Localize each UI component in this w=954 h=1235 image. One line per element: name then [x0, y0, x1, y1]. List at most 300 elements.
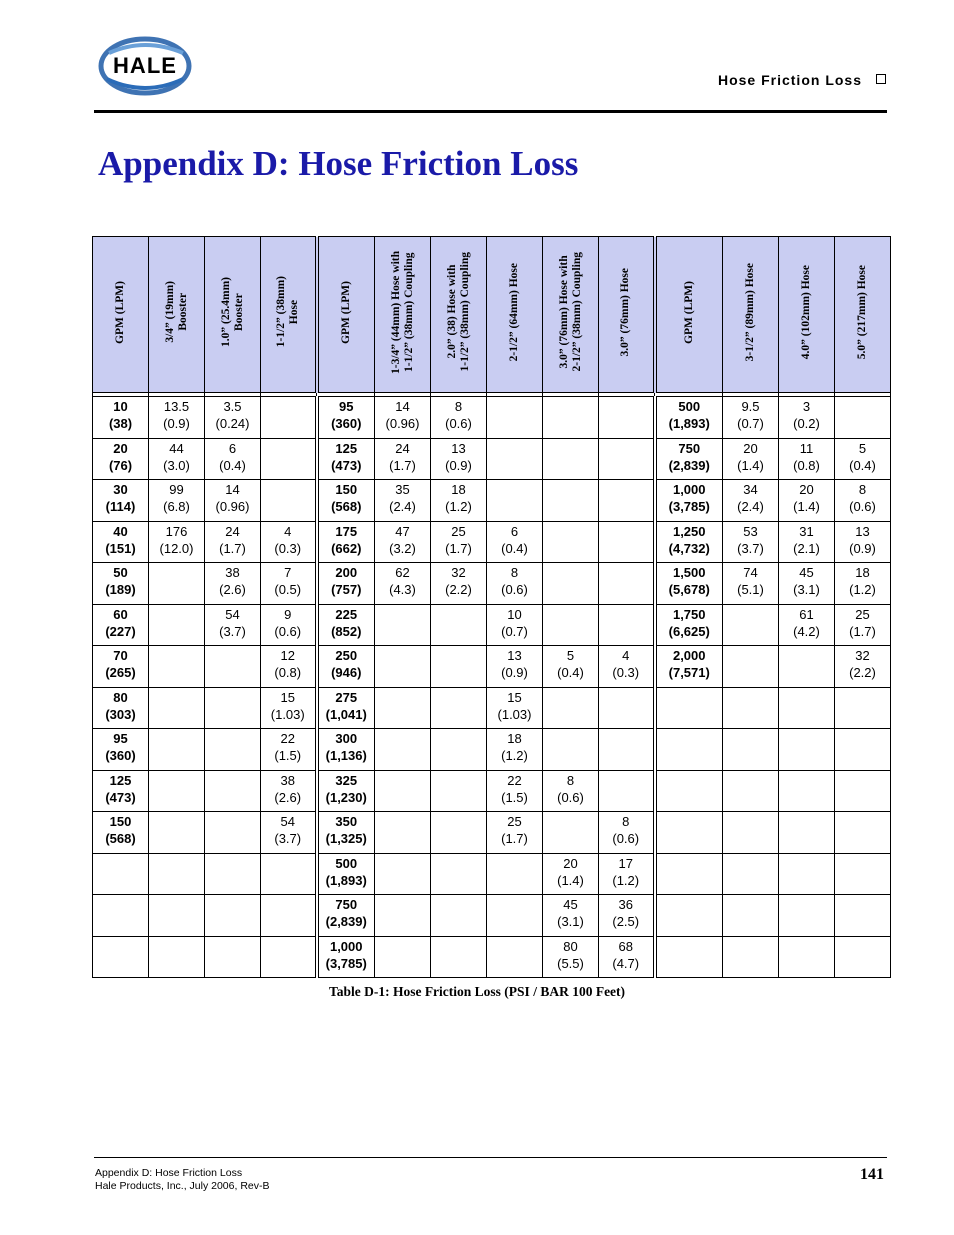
table-cell [431, 812, 487, 854]
table-cell [317, 936, 375, 978]
table-cell [431, 438, 487, 480]
cell-value: 275 [335, 689, 358, 705]
cell-value: 13.5 [163, 399, 190, 414]
cell-metric-value: (2.4) [737, 499, 764, 514]
cell-metric-value: (1.4) [557, 872, 584, 888]
cell-metric-value: (1,325) [325, 831, 367, 846]
cell-value: 95 [113, 731, 128, 746]
cell-value: 20 [743, 440, 758, 456]
table-cell [261, 812, 317, 854]
cell-value: 34 [743, 482, 758, 497]
cell-metric-value: (1,893) [325, 872, 367, 888]
column-header-line: GPM (LPM) [114, 280, 126, 344]
table-cell [543, 438, 599, 480]
column-header [655, 237, 723, 393]
table-caption: Table D-1: Hose Friction Loss (PSI / BAR 100 Feet) [328, 984, 626, 999]
cell-value: 3.5 [223, 399, 242, 414]
table-cell [599, 604, 655, 646]
table-cell [487, 521, 543, 563]
cell-value: 175 [335, 523, 358, 539]
table-cell [149, 895, 205, 937]
table-row [93, 687, 891, 729]
column-header-line: 1-1/2” (38mm) [274, 276, 287, 348]
table-cell [543, 812, 599, 854]
table-cell [543, 646, 599, 688]
table-cell [599, 397, 655, 439]
table-cell [723, 563, 779, 605]
column-header-label [340, 281, 353, 344]
table-row [93, 480, 891, 522]
table-cell [431, 521, 487, 563]
cell-metric-value: (0.5) [274, 582, 302, 597]
logo-text: HALE [113, 53, 177, 78]
table-cell [431, 687, 487, 729]
cell-metric-value: (189) [105, 582, 136, 597]
table-cell [317, 438, 375, 480]
table-cell [655, 646, 723, 688]
table-cell [317, 895, 375, 937]
cell-value: 54 [280, 814, 295, 829]
table-cell [835, 687, 891, 729]
table-cell [431, 936, 487, 978]
table-cell [599, 812, 655, 854]
cell-value: 3 [802, 399, 811, 414]
table-cell [431, 480, 487, 522]
cell-value: 24 [395, 440, 410, 456]
table-cell [723, 480, 779, 522]
table-cell [375, 397, 431, 439]
table-cell [835, 521, 891, 563]
cell-metric-value: (5.1) [737, 582, 764, 597]
table-cell [487, 770, 543, 812]
table-cell [599, 438, 655, 480]
cell-metric-value: (360) [331, 416, 362, 431]
table-cell [149, 812, 205, 854]
page-number: 141 [860, 1166, 884, 1183]
table-cell [599, 895, 655, 937]
cell-value: 176 [165, 523, 188, 539]
column-header-label [558, 252, 584, 371]
cell-value: 38 [280, 772, 295, 788]
column-header-line: Booster [232, 293, 245, 331]
cell-metric-value: (2.2) [445, 582, 472, 597]
cell-value: 18 [451, 482, 466, 497]
table-cell [599, 853, 655, 895]
cell-metric-value: (0.4) [219, 457, 246, 473]
cell-value: 74 [743, 565, 758, 580]
table-row [93, 604, 891, 646]
cell-metric-value: (5.5) [557, 955, 584, 971]
table-cell [543, 521, 599, 563]
cell-metric-value: (2.4) [389, 499, 416, 514]
table-cell [543, 853, 599, 895]
table-cell [375, 480, 431, 522]
table-cell [375, 936, 431, 978]
table-cell [543, 604, 599, 646]
column-header-label [744, 263, 757, 361]
header-title: Hose Friction Loss [718, 72, 886, 88]
cell-value: 80 [563, 938, 578, 954]
table-cell [205, 521, 261, 563]
cell-value: 5 [566, 648, 575, 663]
cell-metric-value: (1.5) [501, 789, 528, 805]
cell-value: 22 [507, 772, 522, 788]
column-header-label [114, 281, 127, 344]
column-header [93, 237, 149, 393]
cell-metric-value: (1.03) [270, 706, 305, 722]
cell-metric-value: (3.7) [219, 623, 246, 639]
table-cell [149, 604, 205, 646]
cell-value: 40 [113, 523, 128, 539]
cell-metric-value: (0.6) [849, 499, 876, 514]
table-cell [375, 853, 431, 895]
cell-value: 31 [799, 523, 814, 539]
table-cell [375, 895, 431, 937]
table-cell [779, 687, 835, 729]
column-header [835, 237, 891, 393]
table-cell [723, 812, 779, 854]
column-header [261, 237, 317, 393]
table-cell [149, 438, 205, 480]
table-row [93, 646, 891, 688]
table-cell [543, 895, 599, 937]
cell-metric-value: (0.2) [793, 416, 820, 431]
cell-metric-value: (1.2) [849, 582, 876, 597]
table-cell [261, 895, 317, 937]
cell-value: 13 [507, 648, 522, 663]
table-cell [261, 729, 317, 771]
table-cell [723, 729, 779, 771]
cell-metric-value: (757) [331, 582, 362, 597]
cell-metric-value: (4.7) [612, 955, 640, 971]
table-cell [599, 646, 655, 688]
cell-value: 17 [618, 855, 633, 871]
table-cell [599, 563, 655, 605]
column-header-label [856, 265, 869, 359]
cell-metric-value: (0.9) [163, 416, 190, 431]
table-cell [375, 812, 431, 854]
column-header-line: 3-1/2” (89mm) Hose [744, 262, 756, 362]
cell-value: 10 [507, 606, 522, 622]
table-cell [375, 687, 431, 729]
cell-metric-value: (0.6) [445, 416, 472, 431]
table-cell [655, 895, 723, 937]
table-cell [93, 936, 149, 978]
cell-metric-value: (2,839) [325, 914, 367, 929]
cell-metric-value: (1.03) [497, 706, 532, 722]
table-cell [835, 563, 891, 605]
cell-metric-value: (0.8) [793, 457, 820, 473]
table-cell [375, 604, 431, 646]
cell-metric-value: (1.2) [501, 748, 528, 763]
table-cell [599, 770, 655, 812]
friction-loss-table [92, 236, 891, 978]
cell-value: 1,000 [672, 482, 706, 497]
cell-metric-value: (1.7) [445, 540, 472, 556]
cell-value: 1,500 [672, 565, 706, 580]
table-cell [835, 895, 891, 937]
table-cell [723, 521, 779, 563]
table-cell [487, 563, 543, 605]
column-header [149, 237, 205, 393]
table-cell [205, 812, 261, 854]
cell-metric-value: (1,893) [668, 416, 710, 431]
cell-value: 4 [284, 523, 292, 539]
table-cell [375, 563, 431, 605]
column-header-line: Booster [176, 293, 189, 331]
table-cell [431, 646, 487, 688]
cell-metric-value: (473) [105, 789, 136, 805]
cell-value: 20 [563, 855, 578, 871]
cell-value: 4 [622, 648, 630, 663]
column-header-line: 3/4” (19mm) [163, 281, 176, 343]
table-cell [487, 438, 543, 480]
table-cell [599, 729, 655, 771]
table-cell [723, 604, 779, 646]
cell-metric-value: (473) [331, 457, 362, 473]
column-header-line: 4.0” (102mm) Hose [800, 264, 812, 360]
table-cell [317, 563, 375, 605]
hale-logo [95, 35, 195, 97]
cell-metric-value: (946) [331, 665, 362, 680]
table-cell [205, 397, 261, 439]
cell-metric-value: (4.3) [389, 582, 416, 597]
table-cell [723, 397, 779, 439]
table-cell [205, 438, 261, 480]
table-cell [431, 895, 487, 937]
table-cell [431, 604, 487, 646]
table-cell [655, 770, 723, 812]
cell-value: 45 [799, 565, 814, 580]
table-cell [835, 646, 891, 688]
cell-metric-value: (1.5) [274, 748, 302, 763]
cell-metric-value: (568) [331, 499, 362, 514]
table-cell [655, 812, 723, 854]
table-cell [149, 770, 205, 812]
table-cell [93, 729, 149, 771]
column-header-line: 2-1/2” (38mm) Coupling [570, 252, 583, 372]
cell-value: 22 [280, 731, 295, 746]
table-cell [375, 646, 431, 688]
table-cell [261, 563, 317, 605]
table-cell [149, 687, 205, 729]
cell-value: 7 [284, 565, 292, 580]
table-header-row [93, 237, 891, 393]
cell-metric-value: (76) [108, 457, 133, 473]
table-cell [655, 936, 723, 978]
cell-value: 1,750 [672, 606, 706, 622]
cell-metric-value: (3.2) [389, 540, 416, 556]
table-cell [93, 563, 149, 605]
table-cell [93, 646, 149, 688]
cell-value: 10 [113, 399, 128, 414]
cell-value: 70 [113, 648, 128, 663]
table-cell [779, 936, 835, 978]
cell-metric-value: (3.1) [793, 582, 820, 597]
table-cell [543, 687, 599, 729]
cell-value: 25 [855, 606, 870, 622]
cell-metric-value: (1.7) [849, 623, 876, 639]
footer-text [95, 1167, 270, 1193]
table-row [93, 936, 891, 978]
cell-metric-value: (3,785) [325, 955, 367, 971]
table-cell [317, 853, 375, 895]
cell-value: 2,000 [672, 648, 706, 663]
column-header [487, 237, 543, 393]
table-cell [655, 563, 723, 605]
cell-metric-value: (4.2) [793, 623, 820, 639]
table-cell [261, 480, 317, 522]
table-row [93, 438, 891, 480]
cell-metric-value: (0.9) [445, 457, 472, 473]
table-cell [205, 687, 261, 729]
table-cell [487, 853, 543, 895]
cell-value: 18 [507, 731, 522, 746]
column-header-label [390, 251, 416, 374]
cell-metric-value: (0.4) [557, 665, 584, 680]
column-header-label [800, 265, 813, 359]
cell-metric-value: (0.96) [385, 416, 420, 431]
table-cell [723, 770, 779, 812]
table-cell [149, 853, 205, 895]
cell-value: 35 [395, 482, 410, 497]
cell-value: 15 [507, 689, 522, 705]
table-cell [835, 604, 891, 646]
column-header-line: 1.0” (25.4mm) [219, 277, 232, 347]
cell-metric-value: (0.9) [501, 665, 528, 680]
table-cell [835, 853, 891, 895]
table-cell [431, 563, 487, 605]
cell-metric-value: (0.24) [215, 416, 250, 431]
cell-value: 18 [855, 565, 870, 580]
table-cell [93, 895, 149, 937]
table-cell [487, 397, 543, 439]
cell-value: 6 [228, 440, 237, 456]
cell-value: 62 [395, 565, 410, 580]
cell-value: 38 [225, 565, 240, 580]
table-cell [655, 729, 723, 771]
cell-metric-value: (0.6) [501, 582, 528, 597]
table-row [93, 853, 891, 895]
cell-metric-value: (114) [105, 499, 136, 514]
cell-value: 25 [451, 523, 466, 539]
table-cell [205, 604, 261, 646]
column-header-label [220, 277, 246, 347]
table-cell [93, 687, 149, 729]
cell-metric-value: (5,678) [668, 582, 710, 597]
table-cell [149, 729, 205, 771]
cell-value: 32 [451, 565, 466, 580]
table-cell [205, 853, 261, 895]
table-cell [543, 936, 599, 978]
cell-value: 80 [113, 689, 128, 705]
cell-value: 8 [858, 482, 867, 497]
column-header-line: 1-1/2” (38mm) Coupling [458, 252, 471, 372]
header-rule [94, 110, 887, 113]
table-cell [261, 936, 317, 978]
table-cell [723, 936, 779, 978]
table-cell [655, 480, 723, 522]
table-cell [487, 729, 543, 771]
table-cell [599, 480, 655, 522]
footer-line-1: Appendix D: Hose Friction Loss [95, 1167, 243, 1179]
cell-value: 325 [335, 772, 358, 788]
cell-value: 9 [284, 606, 292, 622]
cell-metric-value: (1,041) [325, 706, 367, 722]
cell-metric-value: (1.7) [219, 540, 246, 556]
table-cell [543, 729, 599, 771]
cell-value: 125 [335, 440, 358, 456]
cell-value: 500 [678, 399, 701, 414]
cell-value: 200 [335, 565, 358, 580]
column-header-label [508, 263, 521, 361]
table-cell [149, 480, 205, 522]
table-cell [261, 521, 317, 563]
column-header [543, 237, 599, 393]
column-header [317, 237, 375, 393]
table-cell [93, 521, 149, 563]
column-header [723, 237, 779, 393]
table-cell [779, 770, 835, 812]
cell-value: 13 [855, 523, 870, 539]
cell-value: 8 [622, 814, 630, 829]
cell-value: 12 [280, 648, 295, 663]
table-row [93, 812, 891, 854]
cell-value: 225 [335, 606, 358, 622]
cell-metric-value: (3.7) [737, 540, 764, 556]
table-cell [779, 853, 835, 895]
table-cell [543, 480, 599, 522]
table-cell [149, 936, 205, 978]
table-cell [723, 687, 779, 729]
table-cell [779, 397, 835, 439]
column-header-line: 3.0” (76mm) Hose with [557, 255, 570, 369]
cell-metric-value: (303) [105, 706, 136, 722]
table-cell [261, 646, 317, 688]
cell-metric-value: (0.6) [274, 623, 302, 639]
column-header-line: 2.0” (38) Hose with [445, 265, 458, 359]
cell-value: 8 [454, 399, 463, 414]
table-cell [149, 521, 205, 563]
page-title: Appendix D: Hose Friction Loss [98, 144, 579, 183]
table-row [93, 397, 891, 439]
cell-value: 36 [618, 897, 633, 912]
cell-value: 61 [799, 606, 814, 622]
cell-value: 15 [280, 689, 295, 705]
cell-value: 750 [335, 897, 358, 912]
column-header-line: GPM (LPM) [682, 280, 695, 344]
table-cell [655, 687, 723, 729]
table-cell [835, 770, 891, 812]
table-cell [149, 397, 205, 439]
table-cell [779, 521, 835, 563]
table-cell [205, 895, 261, 937]
table-cell [835, 397, 891, 439]
table-cell [317, 770, 375, 812]
cell-value: 9.5 [741, 399, 760, 414]
cell-value: 150 [109, 814, 132, 829]
column-header-line: 1-1/2” (38mm) Coupling [402, 252, 415, 372]
table-cell [149, 563, 205, 605]
cell-value: 20 [113, 440, 128, 456]
cell-value: 14 [395, 399, 410, 414]
table-cell [779, 895, 835, 937]
table-cell [93, 812, 149, 854]
table-cell [487, 936, 543, 978]
footer-line-2: Hale Products, Inc., July 2006, Rev-B [95, 1180, 270, 1192]
table-cell [375, 729, 431, 771]
cell-value: 500 [335, 855, 358, 871]
